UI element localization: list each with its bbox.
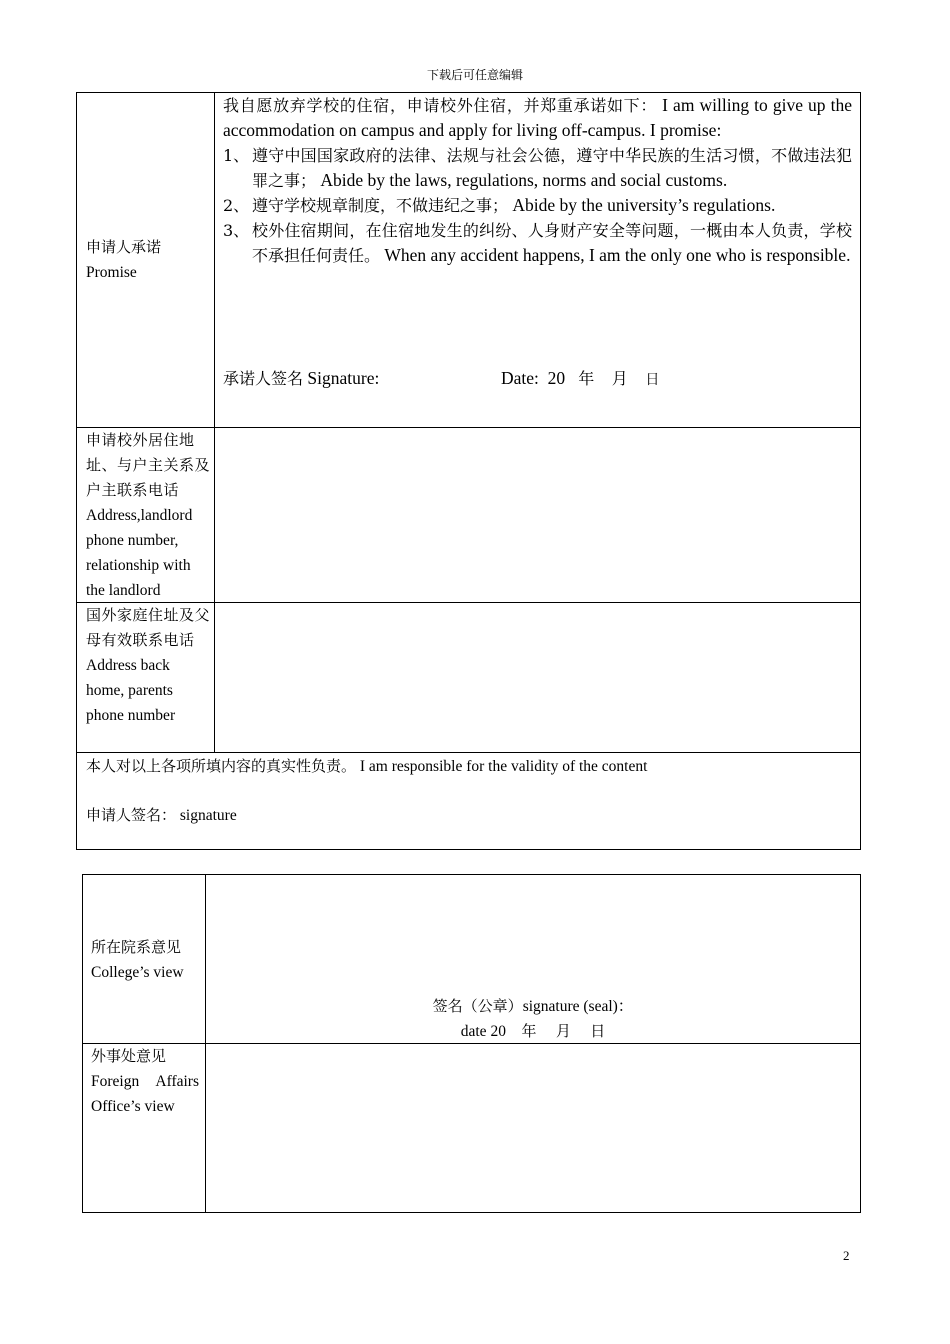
- promise-signature-line: [223, 366, 660, 391]
- address-label: [86, 428, 210, 603]
- table1-row-divider: [76, 752, 861, 753]
- college-view-label: [91, 935, 203, 985]
- college-signature-zh: 签名（公章）: [432, 997, 523, 1015]
- home-address-input-area[interactable]: [215, 603, 860, 752]
- promise-item-en: Abide by the university’s regulations.: [512, 195, 776, 215]
- applicant-signature-en: signature: [179, 807, 237, 824]
- foreign-affairs-input-area[interactable]: [206, 1044, 860, 1212]
- promise-label: [86, 235, 210, 285]
- promise-item-zh: 遵守中国国家政府的法律、法规与社会公德，遵守中华民族的生活习惯，不做违法犯罪之事；: [252, 146, 852, 190]
- foreign-affairs-label-zh: 外事处意见: [91, 1047, 167, 1065]
- home-address-label-zh: 国外家庭住址及父母有效联系电话: [86, 606, 211, 649]
- college-signature-line: [206, 994, 860, 1019]
- promise-day-char: 日: [645, 372, 660, 388]
- promise-signature-label-zh: 承诺人签名: [223, 369, 304, 388]
- college-view-input-area[interactable]: [206, 875, 860, 993]
- promise-label-en: Promise: [86, 264, 137, 281]
- college-signature-en: signature (seal)：: [522, 998, 634, 1015]
- promise-item-number: 3、: [223, 221, 250, 240]
- promise-label-zh: 申请人承诺: [86, 238, 162, 256]
- promise-item-zh: 遵守学校规章制度，不做违纪之事；: [252, 196, 509, 215]
- promise-date-year: 20: [547, 368, 566, 388]
- promise-item-en: When any accident happens, I am the only one who is responsible.: [384, 245, 851, 265]
- promise-item-1: [223, 143, 852, 193]
- promise-month-char: 月: [611, 369, 628, 388]
- foreign-affairs-label: [91, 1044, 199, 1119]
- home-address-label-en: Address back home, parents phone number: [86, 657, 176, 724]
- promise-item-en: Abide by the laws, regulations, norms and social customs.: [320, 170, 728, 190]
- address-input-area[interactable]: [215, 428, 860, 602]
- validity-statement: [86, 754, 647, 779]
- college-view-label-zh: 所在院系意见: [91, 938, 182, 956]
- promise-signature-label-en: Signature:: [307, 368, 380, 388]
- validity-statement-en: I am responsible for the validity of the content: [359, 758, 648, 775]
- address-label-zh: 申请校外居住地址、与户主关系及户主联系电话: [86, 431, 211, 499]
- promise-intro-en: I am willing to give up the accommodation on campus and apply for living off-campus. I promise:: [223, 95, 852, 140]
- college-signature: [206, 994, 860, 1044]
- promise-text: [223, 93, 852, 268]
- header-note: 下载后可任意编辑: [426, 68, 523, 82]
- promise-item-number: 1、: [223, 146, 250, 165]
- promise-date-label: Date:: [501, 368, 539, 388]
- promise-item-zh: 校外住宿期间，在住宿地发生的纠纷、人身财产安全等问题，一概由本人负责，学校不承担任何责任。: [252, 221, 852, 265]
- promise-item-3: [223, 218, 852, 268]
- promise-date: [501, 366, 659, 393]
- address-label-en: Address,landlord phone number, relationship with the landlord: [86, 507, 193, 599]
- promise-year-char: 年: [578, 369, 595, 388]
- college-year-char: 年: [521, 1022, 537, 1040]
- applicant-signature-zh: 申请人签名：: [86, 806, 177, 824]
- promise-intro-zh: 我自愿放弃学校的住宿，申请校外住宿，并郑重承诺如下：: [223, 96, 658, 115]
- page-number: 2: [843, 1248, 850, 1263]
- college-view-label-en: College’s view: [91, 964, 184, 981]
- foreign-affairs-label-en: Foreign Affairs Office’s view: [91, 1073, 199, 1115]
- college-date-line: [206, 1019, 860, 1044]
- promise-intro: [223, 93, 852, 143]
- home-address-label: [86, 603, 210, 728]
- promise-item-2: [223, 193, 852, 218]
- validity-statement-zh: 本人对以上各项所填内容的真实性负责。: [86, 757, 357, 775]
- applicant-signature: [86, 803, 237, 828]
- college-day-char: 日: [590, 1022, 606, 1040]
- promise-item-number: 2、: [223, 196, 250, 215]
- college-month-char: 月: [555, 1022, 571, 1040]
- college-date-text: date 20: [460, 1023, 506, 1040]
